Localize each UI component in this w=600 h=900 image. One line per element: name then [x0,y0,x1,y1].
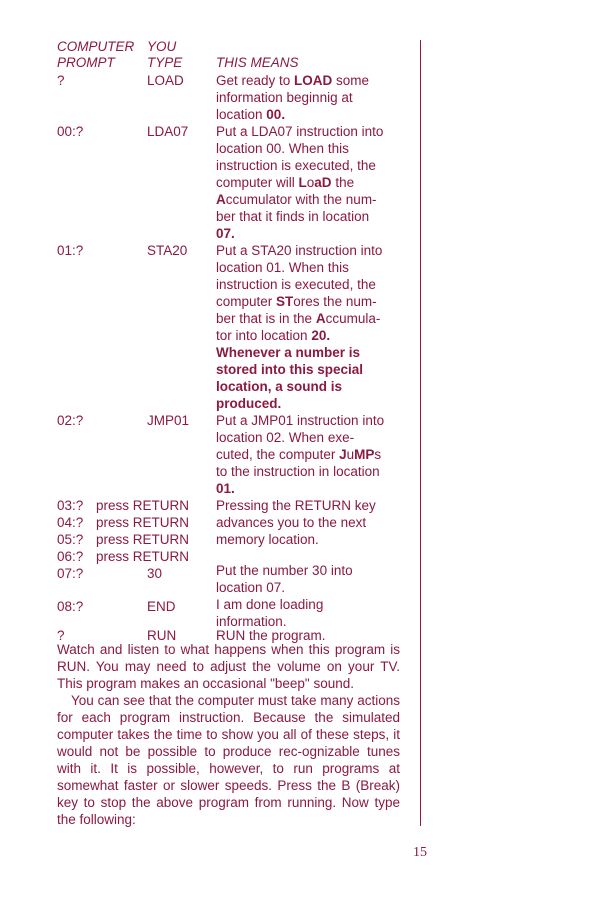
row-4-prompt: 03:? [57,498,84,513]
body-text [57,641,400,828]
row-3-prompt: 02:? [57,413,84,428]
page-number: 15 [413,845,427,860]
row-8-type: 30 [147,566,163,581]
margin-rule [420,40,421,826]
row-5-prompt: 04:? [57,515,84,530]
row-9-meaning: I am done loading information. [216,597,324,629]
row-1-prompt: 00:? [57,124,84,139]
row-2-meaning: Put a STA20 instruction into location 01. When this instruction is executed, the computer STores the num- ber that is in the Accumula- tor into location 20. Whenever a number is stored into this special location, a sound is produced. [216,243,383,411]
row-0-type: LOAD [147,73,184,88]
row-6-prompt: 05:? [57,532,84,547]
row-3-type: JMP01 [147,413,190,428]
header-computer-prompt: COMPUTER PROMPT [57,39,135,70]
row-4-meaning: Pressing the RETURN key [216,498,376,513]
paragraph-2: You can see that the computer must take many actions for each program instruction. Because the simulated computer takes the time to show you all of these steps, it would not be possible to produce rec-ognizable tunes with it. It is possible, however, to run programs at somewhat faster or slower speeds. Press the B (Break) key to stop the above program from running. Now type the following: [57,693,400,827]
row-9-type: END [147,599,176,614]
row-1-type: LDA07 [147,124,189,139]
row-9-prompt: 08:? [57,599,84,614]
row-5-meaning: advances you to the next [216,515,367,530]
row-2-type: STA20 [147,243,188,258]
row-5-type: press RETURN [96,515,190,530]
row-0-prompt: ? [57,73,65,88]
row-0-meaning: Get ready to LOAD some information beginnig at location 00. [216,73,370,122]
row-10-meaning: RUN the program. [216,628,326,643]
row-3-meaning: Put a JMP01 instruction into location 02. When exe- cuted, the computer JuMPs to the instruction in location 01. [216,413,385,496]
row-8-prompt: 07:? [57,566,84,581]
header-you-type: YOU TYPE [147,39,183,70]
row-1-meaning: Put a LDA07 instruction into location 00. When this instruction is executed, the computer will LoaD the Accumulator with the num- ber that it finds in location 07. [216,124,384,241]
header-this-means: THIS MEANS [216,55,299,70]
row-6-type: press RETURN [96,532,190,547]
row-4-type: press RETURN [96,498,190,513]
row-10-type: RUN [147,628,177,643]
row-6-meaning: memory location. [216,532,319,547]
row-7-prompt: 06:? [57,549,84,564]
row-8-meaning: Put the number 30 into location 07. [216,563,353,595]
row-10-prompt: ? [57,628,65,643]
row-2-prompt: 01:? [57,243,84,258]
paragraph-1: Watch and listen to what happens when this program is RUN. You may need to adjust the volume on your TV. This program makes an occasional "beep" sound. [57,642,400,691]
row-7-type: press RETURN [96,549,190,564]
